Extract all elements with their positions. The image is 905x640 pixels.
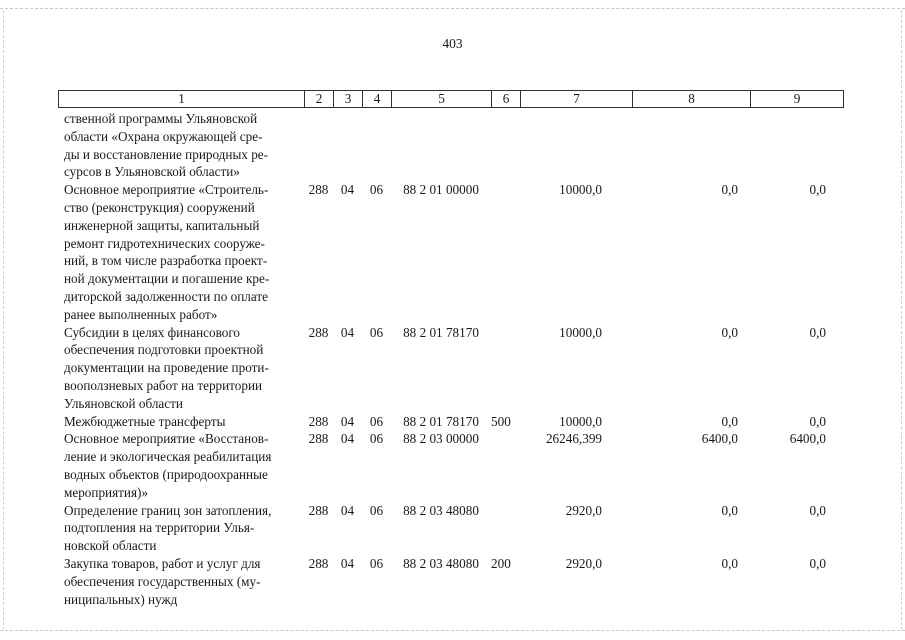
column-header-6: 6 bbox=[492, 91, 521, 107]
cell-ministry: 288 bbox=[308, 502, 329, 518]
cell-target-article: 88 2 01 78170 bbox=[403, 324, 479, 340]
scan-edge-bottom bbox=[0, 630, 905, 633]
column-header-3: 3 bbox=[334, 91, 363, 107]
scan-edge-top bbox=[0, 8, 905, 11]
column-header-1: 1 bbox=[59, 91, 305, 107]
cell-subsection: 06 bbox=[369, 182, 384, 198]
cell-section: 04 bbox=[340, 413, 355, 429]
table-row bbox=[58, 555, 842, 608]
table-body bbox=[58, 110, 842, 608]
cell-amount-8: 0,0 bbox=[721, 413, 738, 429]
cell-section: 04 bbox=[340, 182, 355, 198]
column-header-9: 9 bbox=[793, 91, 801, 106]
cell-expense-type bbox=[491, 110, 520, 181]
cell-expense-type: 200 bbox=[491, 555, 511, 571]
cell-subsection: 06 bbox=[369, 502, 384, 518]
cell-amount-7: 10000,0 bbox=[559, 182, 602, 198]
table-row bbox=[58, 181, 842, 323]
cell-amount-8: 0,0 bbox=[721, 502, 738, 518]
cell-section: 04 bbox=[340, 431, 355, 447]
table-row bbox=[58, 110, 842, 181]
cell-target-article: 88 2 03 48080 bbox=[403, 555, 479, 571]
cell-amount-9: 0,0 bbox=[809, 502, 826, 518]
cell-section: 04 bbox=[340, 324, 355, 340]
table-row bbox=[58, 413, 842, 431]
cell-amount-9: 0,0 bbox=[809, 324, 826, 340]
cell-subsection: 06 bbox=[369, 431, 384, 447]
cell-amount-7: 10000,0 bbox=[559, 413, 602, 429]
cell-amount-9 bbox=[750, 110, 842, 181]
cell-amount-7: 26246,399 bbox=[545, 431, 602, 447]
cell-subsection: 06 bbox=[369, 324, 384, 340]
row-description: Основное мероприятие «Строитель- ство (реконструкция) сооружений инженерной защиты, капитальный ремонт гидротехнических сооруже- ний, в том числе разработка проект- ной документации и погашение кре- диторской задолженности по оплате ранее выполненных работ» bbox=[64, 182, 270, 322]
scan-edge-right bbox=[900, 10, 902, 630]
cell-subsection: 06 bbox=[369, 413, 384, 429]
cell-target-article: 88 2 01 78170 bbox=[403, 413, 479, 429]
table-row bbox=[58, 502, 842, 555]
cell-amount-9: 0,0 bbox=[809, 413, 826, 429]
cell-amount-9: 0,0 bbox=[809, 555, 826, 571]
row-description: Межбюджетные трансферты bbox=[64, 413, 226, 429]
cell-expense-type bbox=[491, 430, 520, 501]
cell-subsection: 06 bbox=[369, 555, 384, 571]
cell-ministry: 288 bbox=[308, 431, 329, 447]
scan-edge-left bbox=[3, 10, 5, 630]
cell-amount-7 bbox=[520, 110, 632, 181]
cell-section bbox=[333, 110, 362, 181]
cell-ministry: 288 bbox=[308, 182, 329, 198]
cell-section: 04 bbox=[340, 555, 355, 571]
cell-ministry bbox=[304, 110, 333, 181]
cell-amount-7: 2920,0 bbox=[565, 502, 602, 518]
cell-amount-8: 0,0 bbox=[721, 182, 738, 198]
column-header-8: 8 bbox=[633, 91, 751, 107]
cell-target-article bbox=[391, 110, 491, 181]
cell-amount-8 bbox=[632, 110, 750, 181]
cell-amount-7: 2920,0 bbox=[565, 555, 602, 571]
column-header-5: 5 bbox=[392, 91, 492, 107]
cell-ministry: 288 bbox=[308, 555, 329, 571]
cell-subsection bbox=[362, 110, 391, 181]
cell-expense-type bbox=[491, 502, 520, 555]
cell-amount-8: 6400,0 bbox=[701, 431, 738, 447]
cell-amount-7: 10000,0 bbox=[559, 324, 602, 340]
cell-expense-type bbox=[491, 181, 520, 323]
cell-amount-9: 0,0 bbox=[809, 182, 826, 198]
table-row bbox=[58, 324, 842, 413]
cell-target-article: 88 2 03 00000 bbox=[403, 431, 479, 447]
row-description: Субсидии в целях финансового обеспечения подготовки проектной документации на проведение проти- вооползневых работ на территории Ульяновской области bbox=[64, 324, 269, 411]
table-row bbox=[58, 430, 842, 501]
column-header-4: 4 bbox=[363, 91, 392, 107]
cell-target-article: 88 2 03 48080 bbox=[403, 502, 479, 518]
column-header-2: 2 bbox=[305, 91, 334, 107]
cell-amount-9: 6400,0 bbox=[789, 431, 826, 447]
row-description: ственной программы Ульяновской области «Охрана окружающей сре- ды и восстановление природных ре- сурсов в Ульяновской области» bbox=[64, 111, 269, 180]
row-description: Закупка товаров, работ и услуг для обеспечения государственных (му- ниципальных) нужд bbox=[64, 555, 261, 607]
row-description: Основное мероприятие «Восстанов- ление и экологическая реабилитация водных объектов (природоохранные мероприятия)» bbox=[64, 431, 272, 500]
column-header-7: 7 bbox=[521, 91, 633, 107]
cell-section: 04 bbox=[340, 502, 355, 518]
cell-target-article: 88 2 01 00000 bbox=[403, 182, 479, 198]
cell-amount-8: 0,0 bbox=[721, 324, 738, 340]
cell-ministry: 288 bbox=[308, 324, 329, 340]
cell-ministry: 288 bbox=[308, 413, 329, 429]
row-description: Определение границ зон затопления, подтопления на территории Улья- новской области bbox=[64, 502, 272, 554]
table-header bbox=[58, 90, 844, 108]
page-number: 403 bbox=[442, 36, 463, 51]
cell-expense-type bbox=[491, 324, 520, 413]
cell-amount-8: 0,0 bbox=[721, 555, 738, 571]
cell-expense-type: 500 bbox=[491, 413, 511, 429]
